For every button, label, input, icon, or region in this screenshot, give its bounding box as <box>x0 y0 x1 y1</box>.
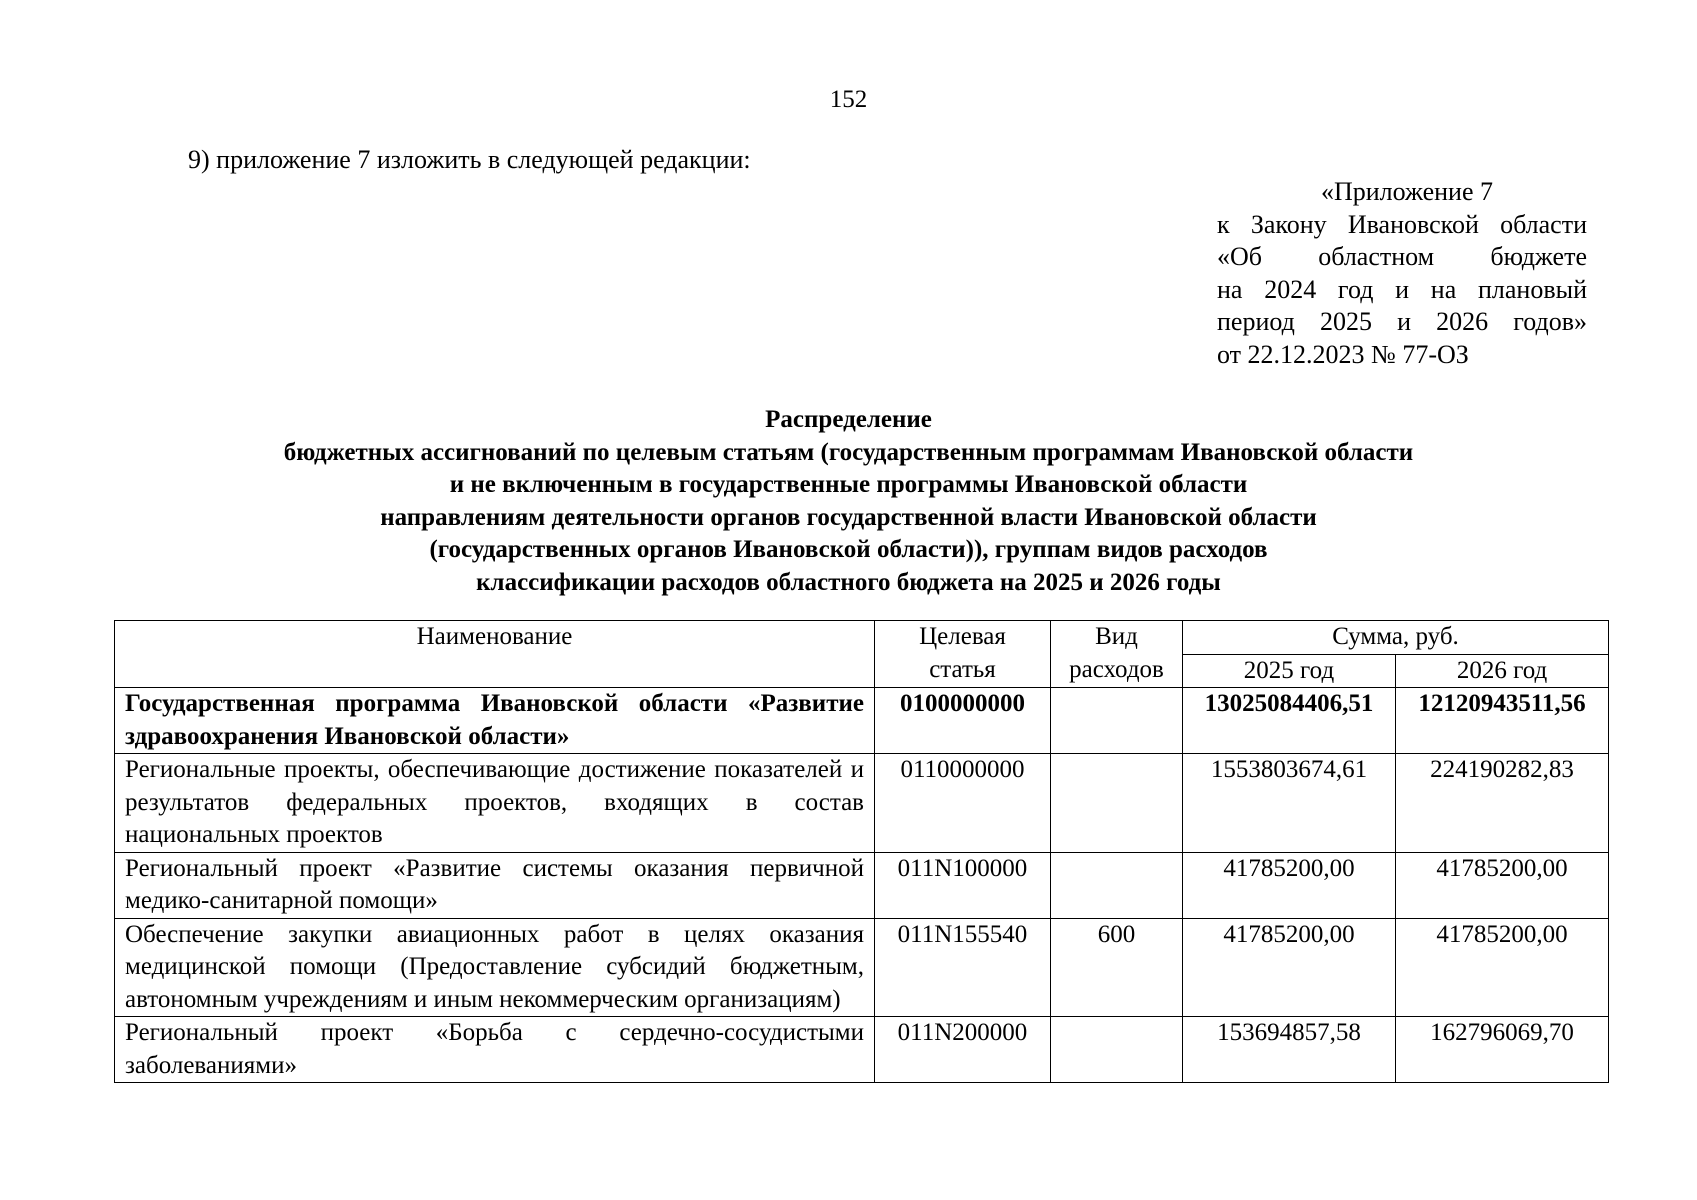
row-sum-2026: 224190282,83 <box>1396 754 1609 853</box>
row-name: Обеспечение закупки авиационных работ в целях оказания медицинской помощи (Предоставление субсидий бюджетным, автономным учреждениям и иным некоммерческим организациям) <box>115 918 875 1017</box>
appendix-line: период 2025 и 2026 годов» <box>1217 307 1587 336</box>
row-code: 011N100000 <box>875 852 1051 918</box>
row-expense-type <box>1051 852 1183 918</box>
row-sum-2025: 41785200,00 <box>1183 852 1396 918</box>
title-line: классификации расходов областного бюджета на 2025 и 2026 годы <box>476 568 1221 596</box>
title-line: Распределение <box>765 406 932 433</box>
table-row <box>115 852 1609 918</box>
header-sum: Сумма, руб. <box>1183 621 1609 655</box>
row-name: Государственная программа Ивановской области «Развитие здравоохранения Ивановской области» <box>115 688 875 754</box>
row-sum-2025: 1553803674,61 <box>1183 754 1396 853</box>
header-year-2025: 2025 год <box>1183 654 1396 688</box>
row-name: Региональный проект «Развитие системы оказания первичной медико-санитарной помощи» <box>115 852 875 918</box>
row-code: 011N155540 <box>875 918 1051 1017</box>
row-code: 0110000000 <box>875 754 1051 853</box>
row-name: Региональный проект «Борьба с сердечно-сосудистыми заболеваниями» <box>115 1017 875 1083</box>
appendix-line: от 22.12.2023 № 77-ОЗ <box>1217 339 1469 369</box>
header-name: Наименование <box>115 621 875 688</box>
row-name: Региональные проекты, обеспечивающие достижение показателей и результатов федеральных проектов, входящих в состав национальных проектов <box>115 754 875 853</box>
row-expense-type <box>1051 1017 1183 1083</box>
row-sum-2026: 41785200,00 <box>1396 918 1609 1017</box>
appendix-line: на 2024 год и на плановый <box>1217 274 1587 304</box>
header-year-2026: 2026 год <box>1396 654 1609 688</box>
row-sum-2025: 41785200,00 <box>1183 918 1396 1017</box>
budget-table <box>114 620 1609 1083</box>
row-expense-type <box>1051 688 1183 754</box>
table-row <box>115 754 1609 853</box>
header-target-article: Целевая статья <box>875 621 1051 688</box>
table-header <box>115 621 1609 688</box>
header-expense-type: Вид расходов <box>1051 621 1183 688</box>
table-row <box>115 918 1609 1017</box>
row-sum-2026: 12120943511,56 <box>1396 688 1609 754</box>
title-line: и не включенным в государственные программы Ивановской области <box>449 471 1248 498</box>
row-code: 011N200000 <box>875 1017 1051 1083</box>
row-sum-2026: 41785200,00 <box>1396 852 1609 918</box>
document-title <box>0 404 1697 599</box>
row-expense-type: 600 <box>1051 918 1183 1017</box>
intro-text: 9) приложение 7 изложить в следующей редакции: <box>188 145 751 174</box>
table-row <box>115 688 1609 754</box>
row-sum-2025: 153694857,58 <box>1183 1017 1396 1083</box>
appendix-line: к Закону Ивановской области <box>1217 209 1587 239</box>
row-sum-2025: 13025084406,51 <box>1183 688 1396 754</box>
title-line: (государственных органов Ивановской области)), группам видов расходов <box>429 536 1268 563</box>
row-sum-2026: 162796069,70 <box>1396 1017 1609 1083</box>
appendix-line: «Об областном бюджете <box>1217 242 1587 271</box>
appendix-line: «Приложение 7 <box>1320 177 1494 206</box>
table-row <box>115 1017 1609 1083</box>
row-code: 0100000000 <box>875 688 1051 754</box>
title-line: направлениям деятельности органов государственной власти Ивановской области <box>380 503 1317 531</box>
page-number: 152 <box>829 86 868 113</box>
appendix-reference <box>1217 176 1587 371</box>
row-expense-type <box>1051 754 1183 853</box>
title-line: бюджетных ассигнований по целевым статьям (государственным программам Ивановской области <box>283 438 1414 466</box>
table-body <box>115 688 1609 1083</box>
